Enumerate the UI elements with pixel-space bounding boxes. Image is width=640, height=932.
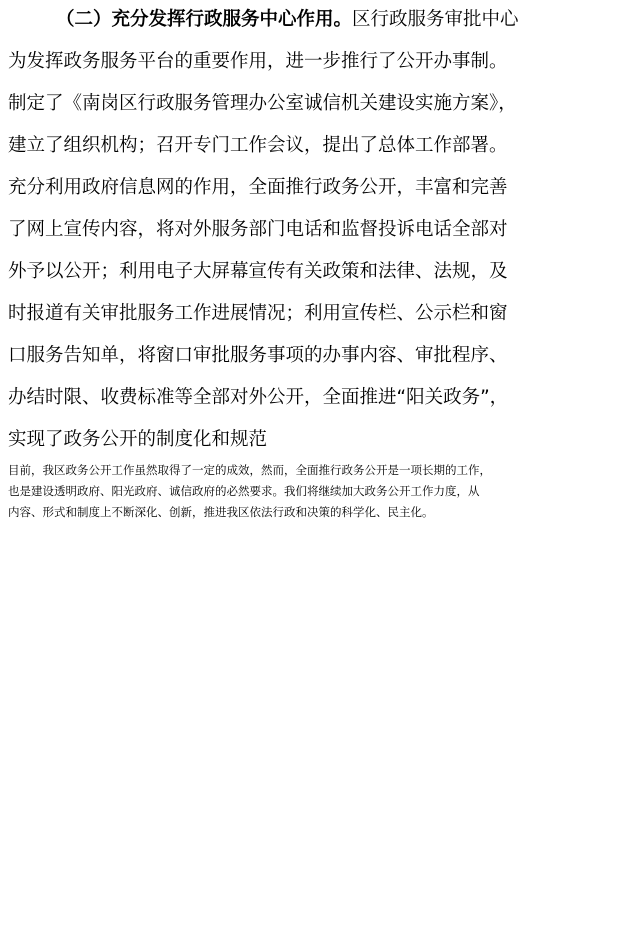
paragraph-line-9: 口服务告知单，将窗口审批服务事项的办事内容、审批程序、 — [8, 345, 508, 366]
section-heading: （二）充分发挥行政服务中心作用。 — [56, 9, 353, 30]
conclusion-line-3: 内容、形式和制度上不断深化、创新，推进我区依法行政和决策的科学化、民主化。 — [8, 505, 434, 519]
paragraph-line-4: 建立了组织机构；召开专门工作会议，提出了总体工作部署。 — [8, 135, 508, 156]
section-paragraph — [8, 6, 632, 468]
paragraph-line-1 — [8, 6, 632, 48]
paragraph-line-11: 实现了政务公开的制度化和规范 — [8, 429, 268, 450]
paragraph-line-6: 了网上宣传内容，将对外服务部门电话和监督投诉电话全部对 — [8, 219, 508, 240]
paragraph-line-8: 时报道有关审批服务工作进展情况；利用宣传栏、公示栏和窗 — [8, 303, 508, 324]
paragraph-line-5: 充分利用政府信息网的作用，全面推行政务公开，丰富和完善 — [8, 177, 508, 198]
paragraph-line-7: 外予以公开；利用电子大屏幕宣传有关政策和法律、法规，及 — [8, 261, 508, 282]
conclusion-paragraph — [8, 460, 636, 523]
paragraph-line-text: 区行政服务审批中心 — [352, 9, 519, 30]
paragraph-line-10: 办结时限、收费标准等全部对外公开，全面推进“阳关政务”， — [8, 387, 509, 408]
paragraph-line-2: 为发挥政务服务平台的重要作用，进一步推行了公开办事制。 — [8, 51, 508, 72]
conclusion-line-1: 目前，我区政务公开工作虽然取得了一定的成效，然而，全面推行政务公开是一项长期的工作， — [8, 463, 491, 477]
conclusion-line-2: 也是建设透明政府、阳光政府、诚信政府的必然要求。我们将继续加大政务公开工作力度，从 — [8, 484, 480, 498]
paragraph-line-3: 制定了《南岗区行政服务管理办公室诚信机关建设实施方案》， — [8, 93, 517, 114]
